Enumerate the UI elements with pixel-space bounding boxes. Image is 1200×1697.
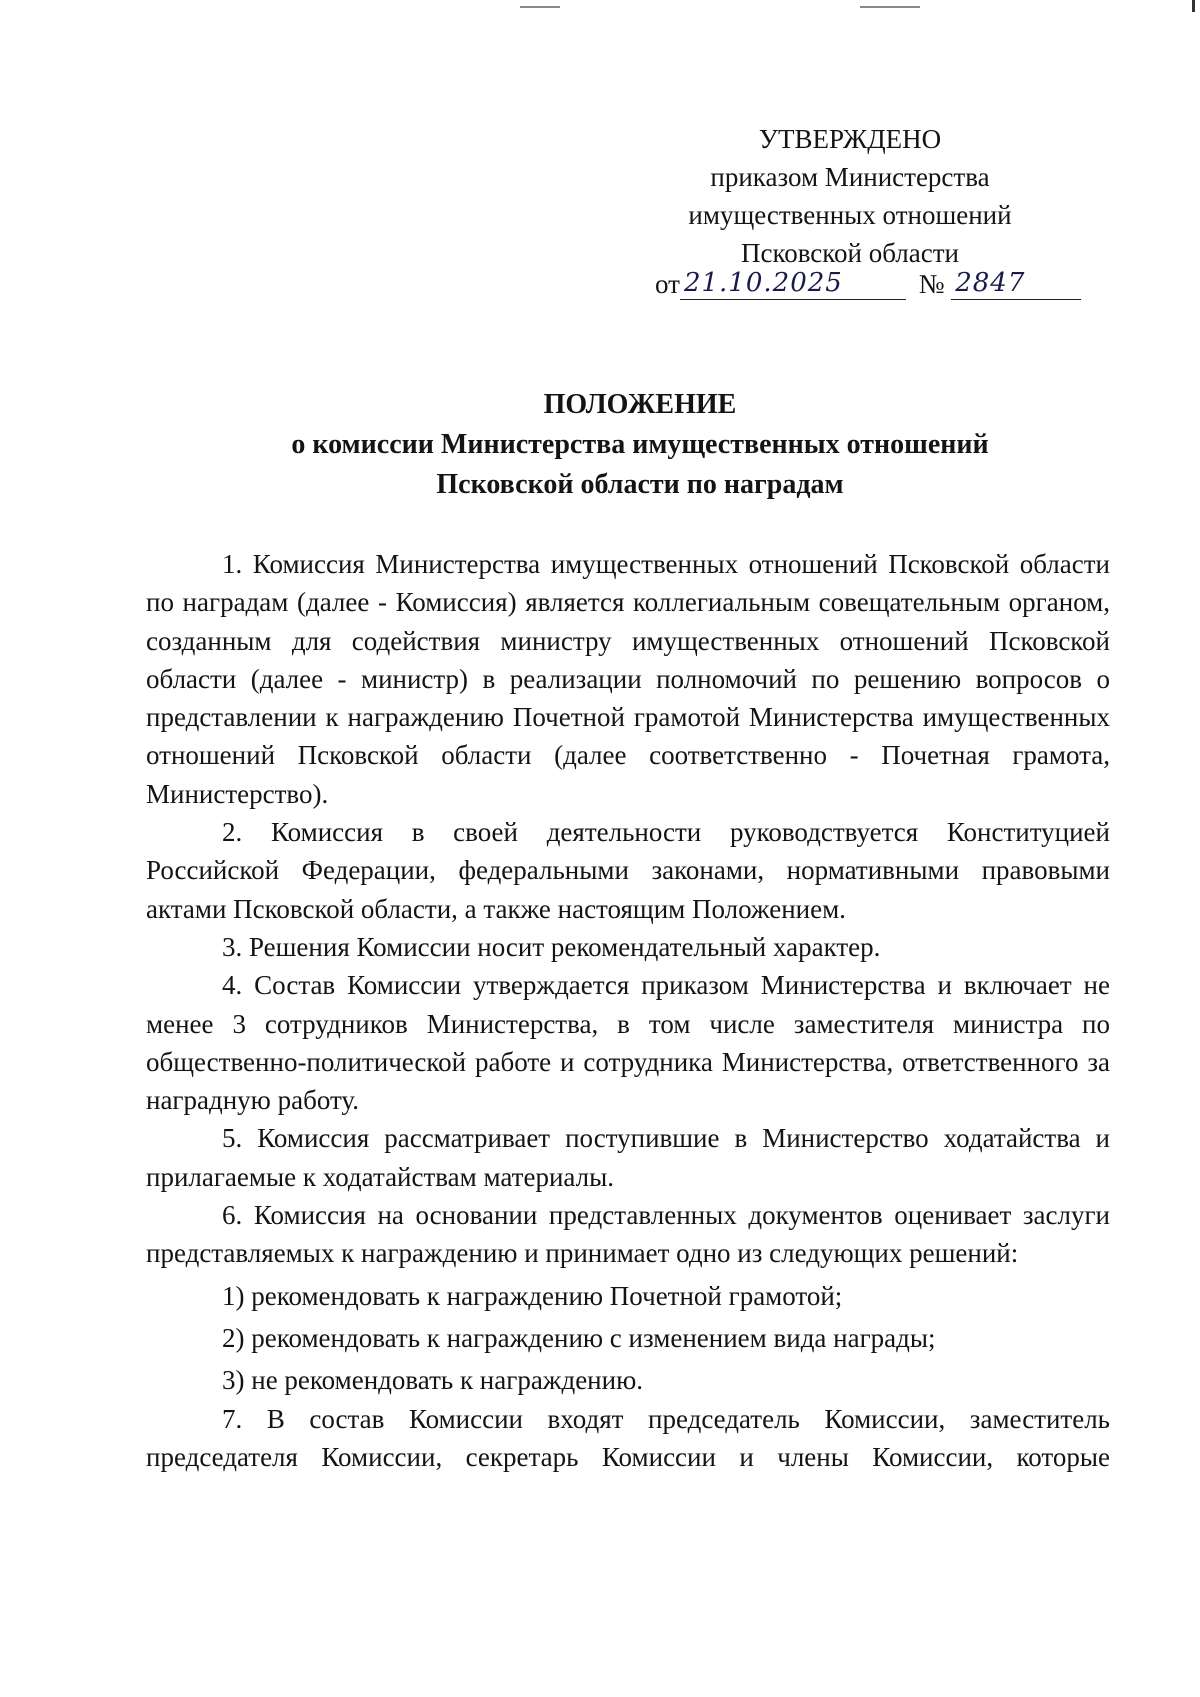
scan-artifact-top bbox=[520, 6, 560, 8]
approval-line: Псковской области bbox=[740, 238, 959, 268]
paragraph-1: 1. Комиссия Министерства имущественных отношений Псковской области по наградам (далее - Комиссия) является коллегиальным совещательным органом, созданным для содействия министру имущественных отношений Псковской области (далее - министр) в реализации полномочий по решению вопросов о представлении к награждению Почетной грамотой Министерства имущественных отношений Псковской области (далее соответственно - Почетная грамота, Министерство). bbox=[146, 549, 1110, 809]
document-heading bbox=[150, 385, 1130, 505]
paragraph-2: 2. Комиссия в своей деятельности руководствуется Конституцией Российской Федерации, федеральными законами, нормативными правовыми актами Псковской области, а также настоящим Положением. bbox=[146, 817, 1110, 924]
paragraph-6: 6. Комиссия на основании представленных документов оценивает заслуги представляемых к награждению и принимает одно из следующих решений: bbox=[146, 1200, 1110, 1269]
document-body bbox=[146, 545, 1110, 1476]
document-title: ПОЛОЖЕНИЕ bbox=[543, 389, 737, 420]
approval-date-row bbox=[655, 268, 1081, 300]
document-subtitle: Псковской области по наградам bbox=[436, 469, 844, 500]
list-item-2: 2) рекомендовать к награждению с изменением вида награды; bbox=[222, 1322, 936, 1353]
scan-artifact-corner bbox=[1192, 0, 1195, 12]
approval-stamp bbox=[640, 120, 1060, 272]
approval-line: приказом Министерства bbox=[710, 162, 990, 192]
paragraph-3: 3. Решения Комиссии носит рекомендательный характер. bbox=[222, 931, 881, 962]
paragraph-4: 4. Состав Комиссии утверждается приказом Министерства и включает не менее 3 сотрудников Министерства, в том числе заместителя министра по общественно-политической работе и сотрудника Министерства, ответственного за наградную работу. bbox=[146, 970, 1110, 1116]
paragraph-5: 5. Комиссия рассматривает поступившие в Министерство ходатайства и прилагаемые к ходатайствам материалы. bbox=[146, 1123, 1110, 1192]
document-subtitle: о комиссии Министерства имущественных отношений bbox=[291, 429, 989, 460]
approval-title: УТВЕРЖДЕНО bbox=[758, 124, 942, 154]
number-prefix: № bbox=[918, 269, 945, 299]
paragraph-7: 7. В состав Комиссии входят председатель Комиссии, заместитель председателя Комиссии, секретарь Комиссии и члены Комиссии, которые bbox=[146, 1403, 1110, 1472]
handwritten-date: 21.10.2025 bbox=[680, 268, 906, 300]
approval-line: имущественных отношений bbox=[688, 200, 1012, 230]
handwritten-number: 2847 bbox=[951, 268, 1081, 300]
scan-artifact-top-right bbox=[860, 6, 920, 8]
list-item-1: 1) рекомендовать к награждению Почетной грамотой; bbox=[222, 1280, 843, 1311]
list-item-3: 3) не рекомендовать к награждению. bbox=[222, 1365, 643, 1396]
date-prefix: от bbox=[655, 269, 680, 299]
